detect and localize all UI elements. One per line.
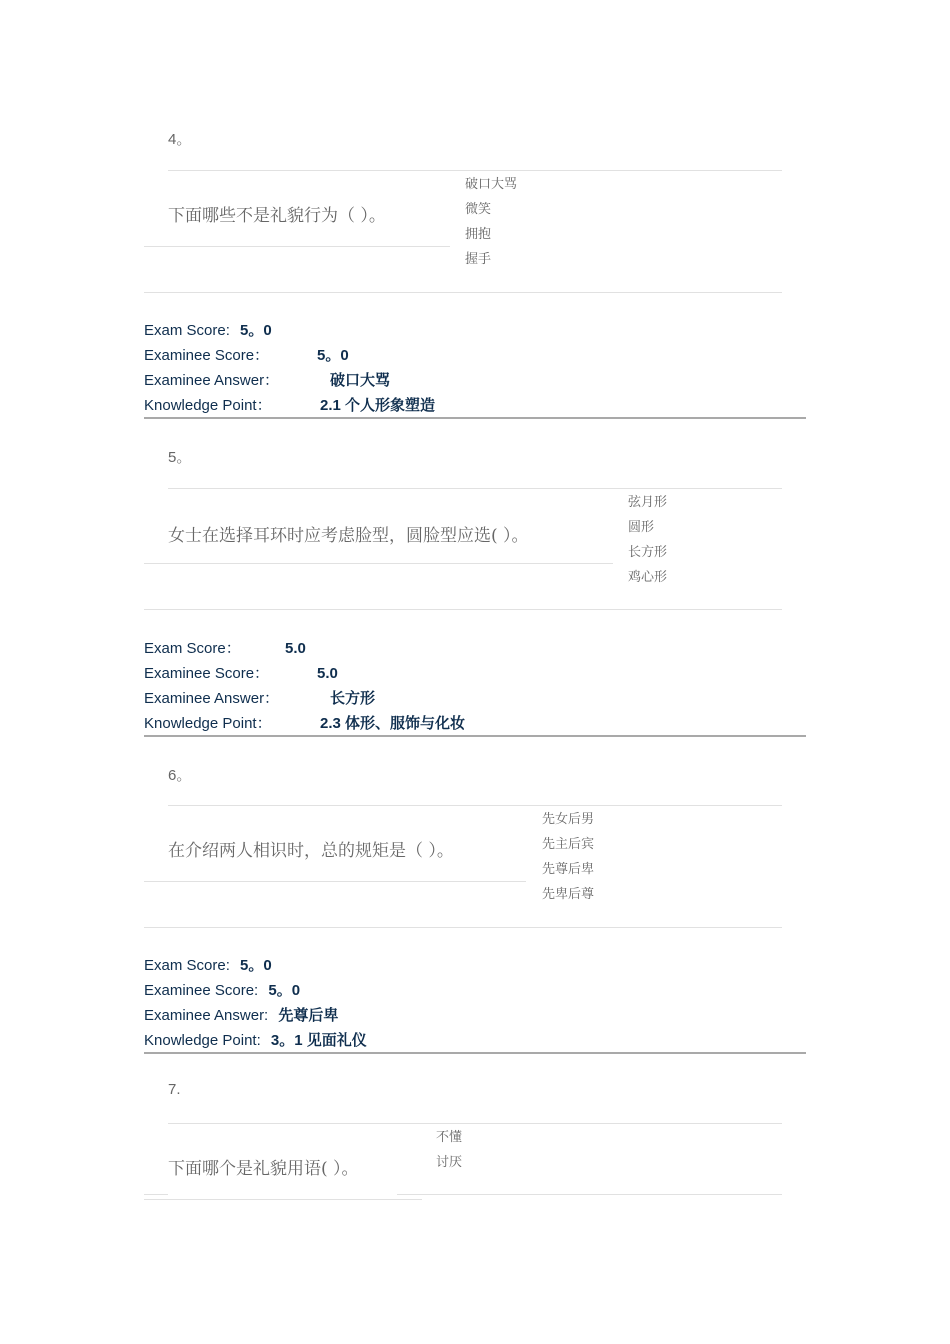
option-item[interactable]: 讨厌 (436, 1155, 463, 1170)
option-item[interactable]: 拥抱 (465, 227, 492, 242)
divider (168, 170, 782, 171)
exam-score (144, 636, 306, 661)
question-number: 7. (168, 1081, 181, 1098)
divider (397, 1194, 782, 1195)
section-divider (144, 417, 806, 419)
option-item[interactable]: 长方形 (628, 545, 668, 560)
examinee-score (144, 661, 338, 686)
option-item[interactable]: 先主后宾 (542, 837, 595, 852)
divider (168, 1123, 782, 1124)
examinee-answer-label: Examinee Answer： (144, 372, 280, 389)
question-text: 在介绍两人相识时，总的规矩是（ ）。 (168, 841, 454, 861)
exam-score-label: Exam Score: (144, 957, 230, 974)
examinee-score-label: Examinee Score： (144, 347, 270, 364)
divider (144, 563, 613, 564)
examinee-answer-value: 破口大骂 (330, 372, 391, 389)
divider (144, 292, 782, 293)
option-item[interactable]: 破口大骂 (465, 177, 518, 192)
section-divider (144, 735, 806, 737)
question-number: 4。 (168, 131, 192, 148)
question-number: 5。 (168, 449, 192, 466)
exam-score (144, 953, 272, 978)
divider (144, 881, 526, 882)
examinee-answer-value: 长方形 (330, 690, 376, 707)
examinee-score (144, 978, 300, 1003)
exam-score-value: 5。0 (240, 322, 272, 339)
divider (144, 1194, 168, 1195)
option-item[interactable]: 微笑 (465, 202, 492, 217)
examinee-score-label: Examinee Score: (144, 982, 259, 999)
divider (144, 609, 782, 610)
exam-score-label: Exam Score： (144, 640, 241, 657)
divider (168, 488, 782, 489)
option-item[interactable]: 握手 (465, 252, 492, 267)
knowledge-point-label: Knowledge Point： (144, 397, 272, 414)
option-item[interactable]: 先女后男 (542, 812, 595, 827)
knowledge-point (144, 1028, 367, 1053)
examinee-score (144, 343, 349, 368)
knowledge-point-value: 2.1 个人形象塑造 (320, 397, 436, 414)
knowledge-point (144, 711, 465, 736)
divider (144, 246, 450, 247)
question-text: 下面哪些不是礼貌行为（ ）。 (168, 206, 386, 226)
knowledge-point-label: Knowledge Point： (144, 715, 272, 732)
question-text: 下面哪个是礼貌用语( ）。 (168, 1159, 359, 1179)
examinee-answer-label: Examinee Answer: (144, 1007, 269, 1024)
examinee-answer (144, 686, 375, 711)
examinee-answer (144, 1003, 338, 1028)
option-item[interactable]: 圆形 (628, 520, 655, 535)
exam-score-value: 5。0 (240, 957, 272, 974)
exam-score-label: Exam Score: (144, 322, 230, 339)
examinee-answer-value: 先尊后卑 (278, 1007, 339, 1024)
option-item[interactable]: 先尊后卑 (542, 862, 595, 877)
option-item[interactable]: 鸡心形 (628, 570, 668, 585)
question-number: 6。 (168, 767, 192, 784)
knowledge-point-value: 2.3 体形、服饰与化妆 (320, 715, 466, 732)
exam-score (144, 318, 272, 343)
option-list (542, 807, 594, 907)
knowledge-point-value: 3。1 见面礼仪 (270, 1032, 367, 1049)
examinee-score-label: Examinee Score： (144, 665, 270, 682)
option-list (436, 1125, 462, 1175)
knowledge-point (144, 393, 435, 418)
question-text: 女士在选择耳环时应考虑脸型，圆脸型应选( ）。 (168, 526, 529, 546)
divider (144, 1199, 422, 1200)
option-item[interactable]: 不懂 (436, 1130, 463, 1145)
examinee-score-value: 5。0 (268, 982, 301, 999)
divider (168, 805, 782, 806)
examinee-answer-label: Examinee Answer： (144, 690, 280, 707)
option-item[interactable]: 先卑后尊 (542, 887, 595, 902)
knowledge-point-label: Knowledge Point: (144, 1032, 261, 1049)
option-item[interactable]: 弦月形 (628, 495, 668, 510)
divider (144, 927, 782, 928)
section-divider (144, 1052, 806, 1054)
examinee-score-value: 5。0 (317, 347, 349, 364)
option-list (465, 172, 517, 272)
examinee-answer (144, 368, 390, 393)
examinee-score-value: 5.0 (317, 665, 338, 682)
exam-score-value: 5.0 (285, 640, 306, 657)
option-list (628, 490, 667, 590)
